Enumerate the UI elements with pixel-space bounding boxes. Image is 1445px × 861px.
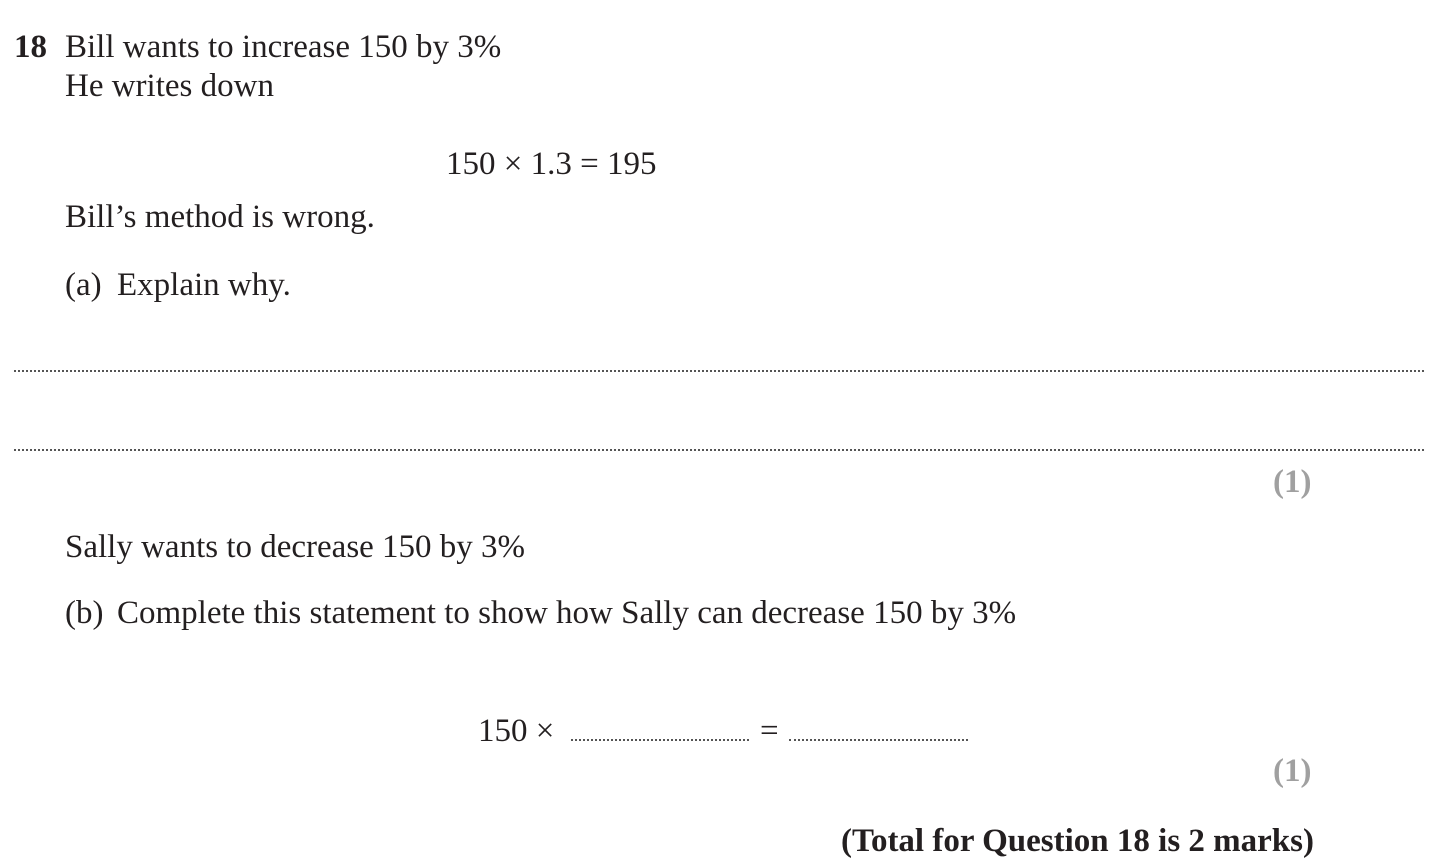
question-number: 18 <box>14 29 47 65</box>
part-b-prompt: Complete this statement to show how Sally can decrease 150 by 3% <box>117 595 1017 631</box>
part-b-marks: (1) <box>1273 753 1312 789</box>
part-a-marks: (1) <box>1273 464 1312 500</box>
part-b-multiplier-blank[interactable] <box>571 739 749 741</box>
method-statement: Bill’s method is wrong. <box>65 199 375 235</box>
part-b-equals-sign: = <box>760 713 779 749</box>
part-b-expression-prefix: 150 × <box>478 713 555 749</box>
part-a-answer-line-1[interactable] <box>14 370 1424 372</box>
sally-intro: Sally wants to decrease 150 by 3% <box>65 529 526 565</box>
part-b-result-blank[interactable] <box>789 739 968 741</box>
question-intro-line-2: He writes down <box>65 68 274 104</box>
part-a-answer-line-2[interactable] <box>14 449 1424 451</box>
question-intro-line-1: Bill wants to increase 150 by 3% <box>65 29 502 65</box>
bill-equation: 150 × 1.3 = 195 <box>446 146 657 182</box>
question-total: (Total for Question 18 is 2 marks) <box>840 823 1314 859</box>
part-b-label: (b) <box>65 595 104 631</box>
part-a-prompt: Explain why. <box>117 267 291 303</box>
part-a-label: (a) <box>65 267 102 303</box>
